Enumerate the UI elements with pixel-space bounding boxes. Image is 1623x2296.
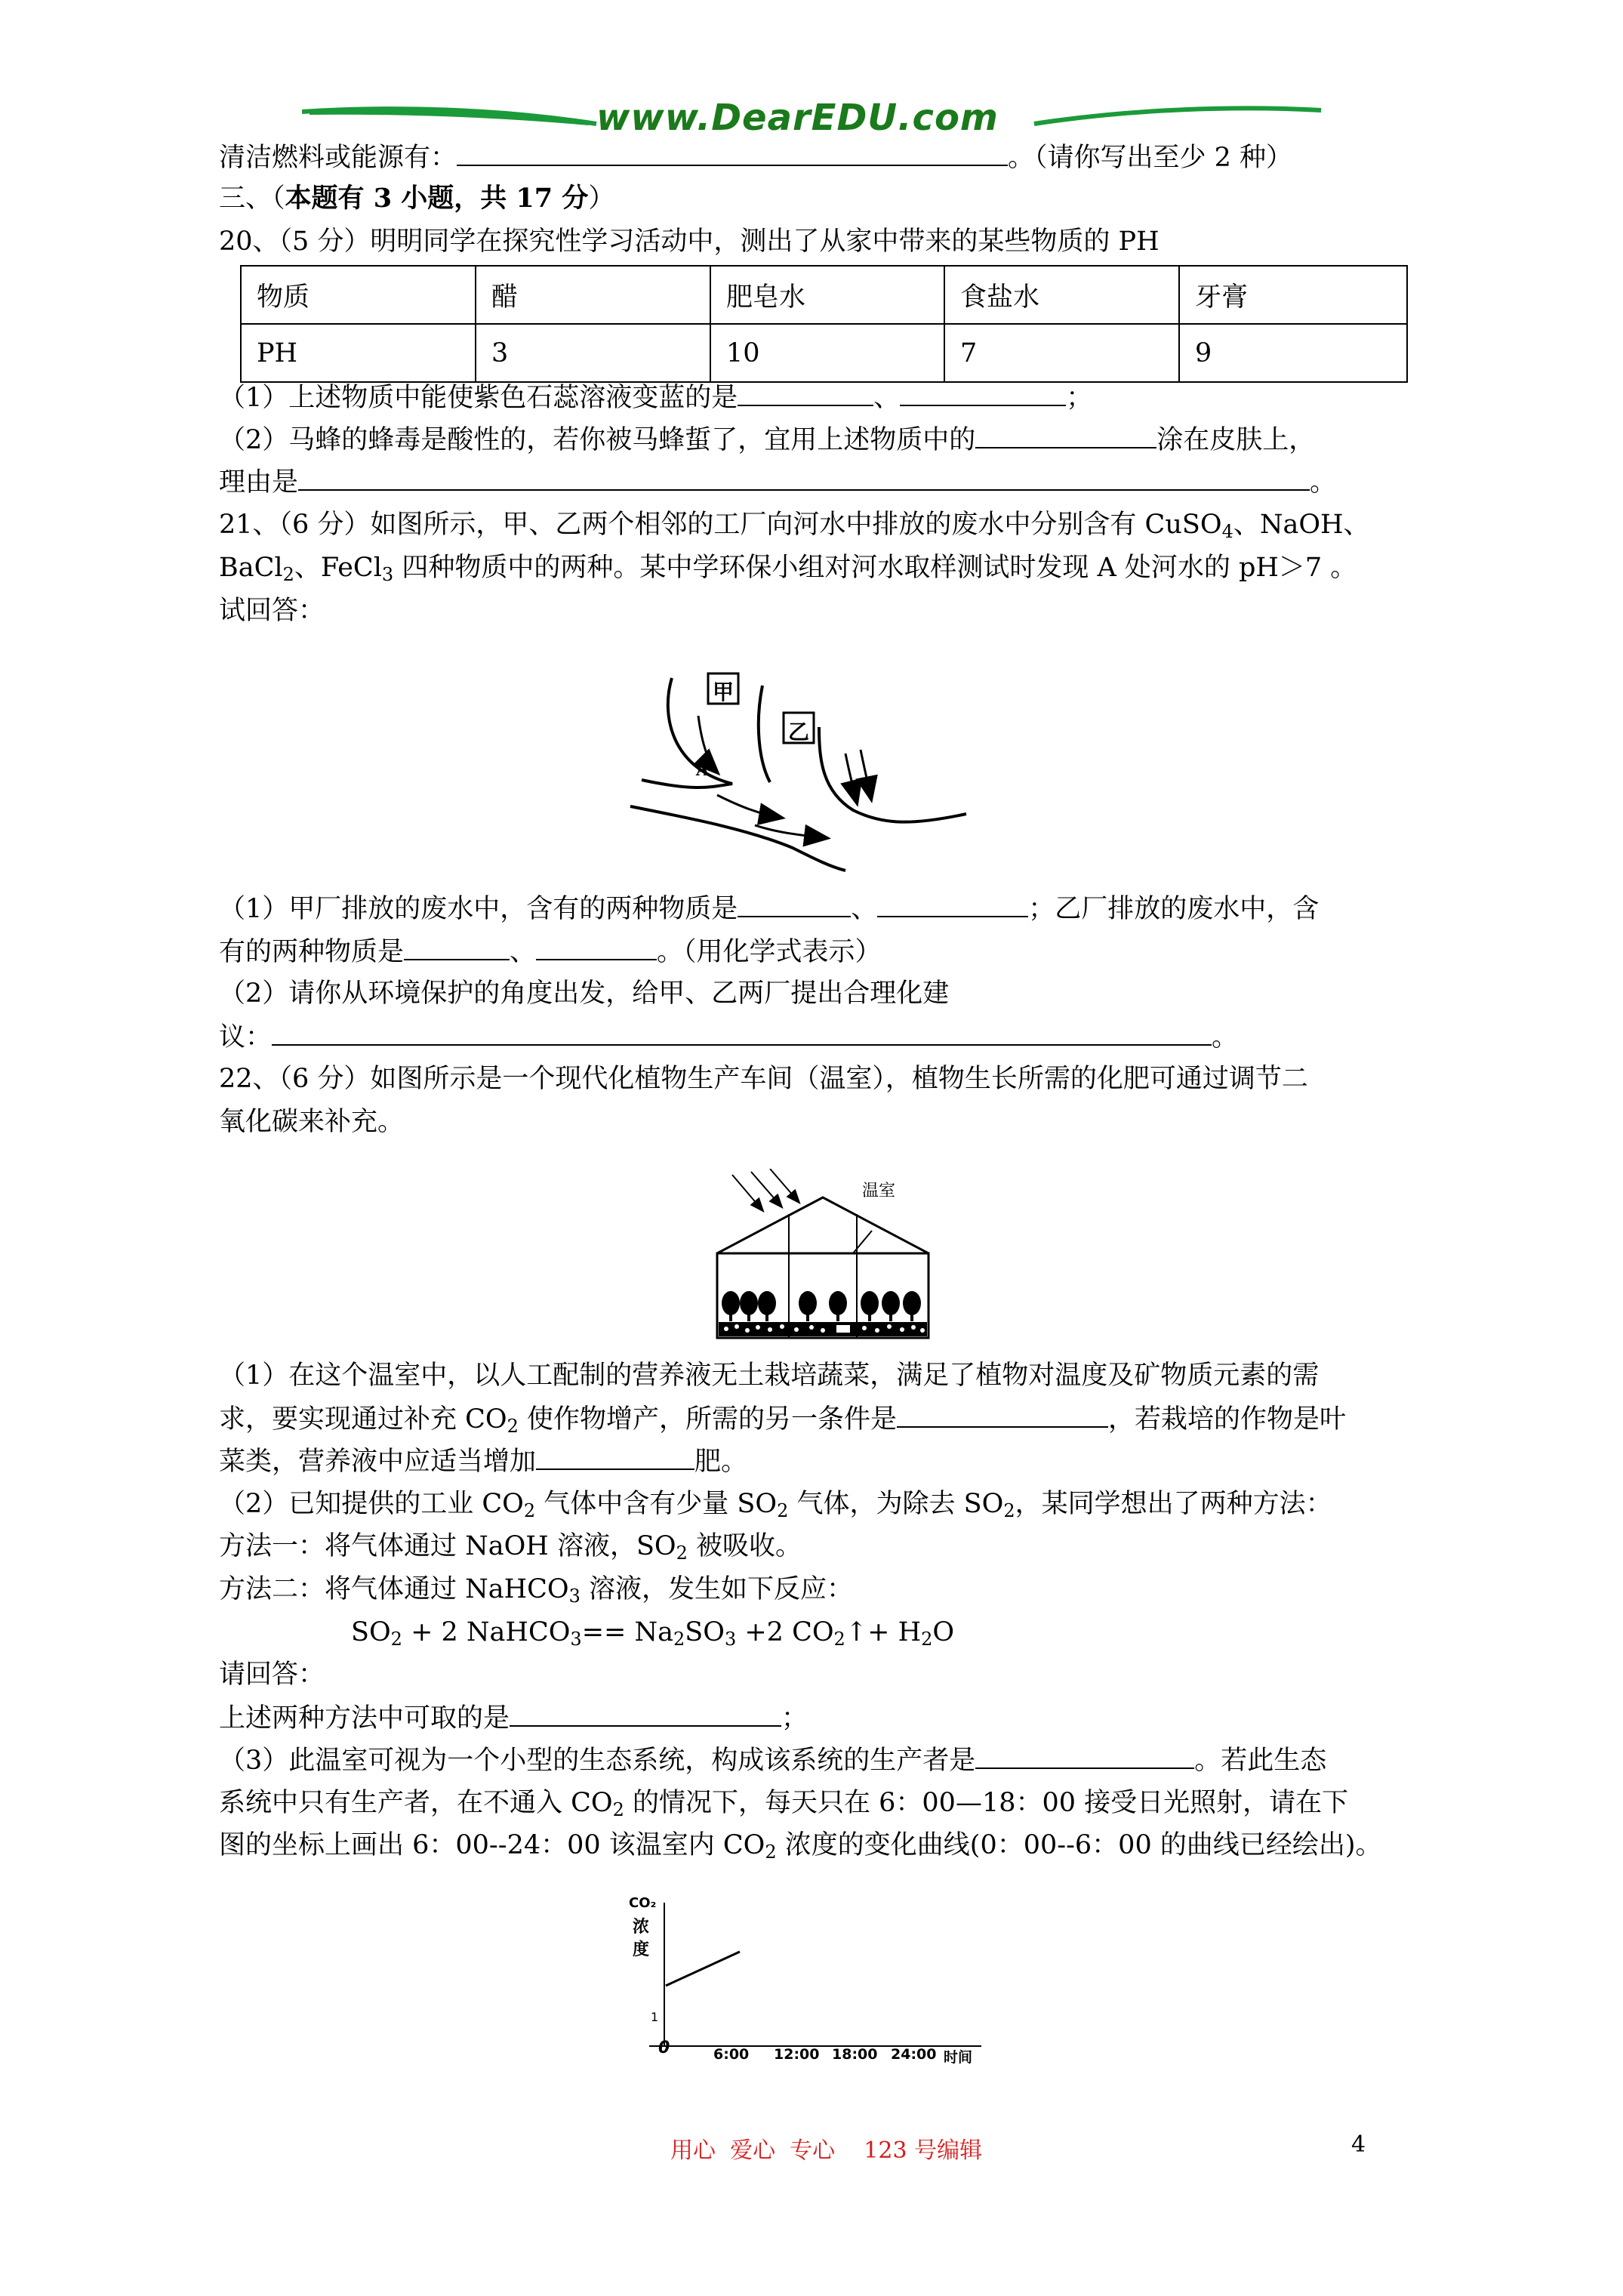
answer-blank[interactable] xyxy=(404,935,510,960)
graph-ylabel-top: CO₂ xyxy=(629,1895,657,1911)
label-jia: 甲 xyxy=(713,680,735,704)
label-a: A xyxy=(696,760,710,780)
river-figure xyxy=(627,670,981,874)
answer-blank[interactable] xyxy=(536,935,657,960)
q22-line2: 氧化碳来补充。 xyxy=(219,1107,405,1137)
q21-part1b: 有的两种物质是 、 。（用化学式表示） xyxy=(219,935,882,969)
q22-line1: 22、（6 分）如图所示是一个现代化植物生产车间（温室），植物生长所需的化肥可通过调节二 xyxy=(219,1064,1308,1094)
q20-intro: 20、（5 分）明明同学在探究性学习活动中，测出了从家中带来的某些物质的 PH xyxy=(219,227,1160,257)
q22-part3-l1: （3）此温室可视为一个小型的生态系统，构成该系统的生产者是 。若此生态 xyxy=(219,1743,1326,1777)
table-cell: PH xyxy=(241,324,476,382)
graph-xlabel: 时间 xyxy=(944,2049,973,2066)
answer-blank[interactable] xyxy=(897,1402,1108,1428)
q21-line1: 21、（6 分）如图所示，甲、乙两个相邻的工厂向河水中排放的废水中分别含有 CuSO$_4$、NaOH、 xyxy=(219,510,1370,542)
graph-x-tick: 24:00 xyxy=(891,2046,937,2063)
answer-blank[interactable] xyxy=(510,1701,781,1727)
table-cell: 醋 xyxy=(476,266,710,324)
section-heading: 三、（本题有 3 小题，共 17 分） xyxy=(219,183,615,214)
q22-method1: 方法一：将气体通过 NaOH 溶液，$SO_2$ 被吸收。 xyxy=(219,1531,802,1564)
q21-line2: BaCl$_2$、FeCl$_3$ 四种物质中的两种。某中学环保小组对河水取样测试时发现 A 处河水的 pH＞7 。 xyxy=(219,553,1357,585)
q20-part2: （2）马蜂的蜂毒是酸性的，若你被马蜂蜇了，宜用上述物质中的 涂在皮肤上， xyxy=(219,423,1315,457)
answer-blank[interactable] xyxy=(975,423,1156,448)
graph-x-tick: 12:00 xyxy=(774,2046,820,2063)
table-cell: 3 xyxy=(476,324,710,382)
answer-blank[interactable] xyxy=(900,381,1066,406)
q22-part3-l2: 系统中只有生产者，在不通入 $CO_2$ 的情况下，每天只在 6：00—18：00 接受日光照射，请在下 xyxy=(219,1788,1349,1820)
top-line: 清洁燃料或能源有： 。（请你写出至少 2 种） xyxy=(219,140,1292,174)
table-cell: 食盐水 xyxy=(944,266,1179,324)
q21-part2: （2）请你从环境保护的角度出发，给甲、乙两厂提出合理化建 xyxy=(219,978,950,1009)
table-row xyxy=(241,266,1407,324)
table-cell: 物质 xyxy=(241,266,476,324)
table-cell: 牙膏 xyxy=(1179,266,1407,324)
answer-blank[interactable] xyxy=(975,1743,1194,1769)
graph-ylabel-1: 浓 xyxy=(633,1918,650,1937)
q22-part1-l3: 菜类，营养液中应适当增加 肥。 xyxy=(219,1444,747,1478)
q22-part1-l2: 求，要实现通过补充 $CO_2$ 使作物增产，所需的另一条件是 ，若栽培的作物是叶 xyxy=(219,1402,1346,1436)
label-yi: 乙 xyxy=(788,720,810,744)
q22-part1-l1: （1）在这个温室中，以人工配制的营养液无土栽培蔬菜，满足了植物对温度及矿物质元素的需 xyxy=(219,1361,1320,1391)
footer-note: 用心 爱心 专心 123 号编辑 xyxy=(670,2137,983,2164)
answer-blank[interactable] xyxy=(877,892,1028,917)
page-number: 4 xyxy=(1351,2131,1366,2158)
answer-blank[interactable] xyxy=(738,892,851,917)
table-cell: 7 xyxy=(944,324,1179,382)
q22-part3-l3: 图的坐标上画出 6：00--24：00 该温室内 $CO_2$ 浓度的变化曲线(0：00--6：00 的曲线已经绘出)。 xyxy=(219,1830,1382,1863)
answer-blank[interactable] xyxy=(536,1444,694,1470)
table-row xyxy=(241,324,1407,382)
graph-x-tick: 6:00 xyxy=(713,2046,750,2063)
graph-ylabel-2: 度 xyxy=(633,1940,650,1959)
table-cell: 肥皂水 xyxy=(710,266,944,324)
greenhouse-figure xyxy=(710,1169,936,1346)
q20-part1: （1）上述物质中能使紫色石蕊溶液变蓝的是 、 ； xyxy=(219,381,1092,415)
co2-graph xyxy=(619,1895,996,2061)
q21-part1: （1）甲厂排放的废水中，含有的两种物质是 、 ；乙厂排放的废水中，含 xyxy=(219,892,1319,926)
graph-origin: 0 xyxy=(658,2039,670,2057)
greenhouse-label: 温室 xyxy=(862,1182,896,1200)
answer-blank[interactable] xyxy=(298,465,1310,491)
ph-table xyxy=(240,265,1408,383)
q22-method2: 方法二：将气体通过 NaHCO$_3$ 溶液，发生如下反应： xyxy=(219,1574,854,1607)
q22-which: 上述两种方法中可取的是 ； xyxy=(219,1701,808,1735)
q20-part2-reason: 理由是 。 xyxy=(219,465,1336,499)
q22-part2: （2）已知提供的工业 $CO_2$ 气体中含有少量 $SO_2$ 气体，为除去 $SO_2$，某同学想出了两种方法： xyxy=(219,1489,1332,1521)
table-cell: 9 xyxy=(1179,324,1407,382)
answer-blank[interactable] xyxy=(457,140,1008,166)
graph-x-tick: 18:00 xyxy=(832,2046,878,2063)
site-name: www.DearEDU.com xyxy=(596,97,999,139)
graph-y-tick: 1 xyxy=(651,2010,659,2024)
answer-blank[interactable] xyxy=(272,1020,1212,1046)
q21-part2b: 议： 。 xyxy=(219,1020,1238,1054)
reaction-equation: $SO_2 + 2$ NaHCO$_3$== $Na_2SO_3 +2$ $CO_2↑+ H_2O$ xyxy=(351,1617,955,1650)
q21-line3: 试回答： xyxy=(219,596,325,626)
answer-blank[interactable] xyxy=(738,381,873,406)
co2-initial-curve xyxy=(666,1952,740,1986)
q22-ask: 请回答： xyxy=(219,1660,325,1690)
table-cell: 10 xyxy=(710,324,944,382)
